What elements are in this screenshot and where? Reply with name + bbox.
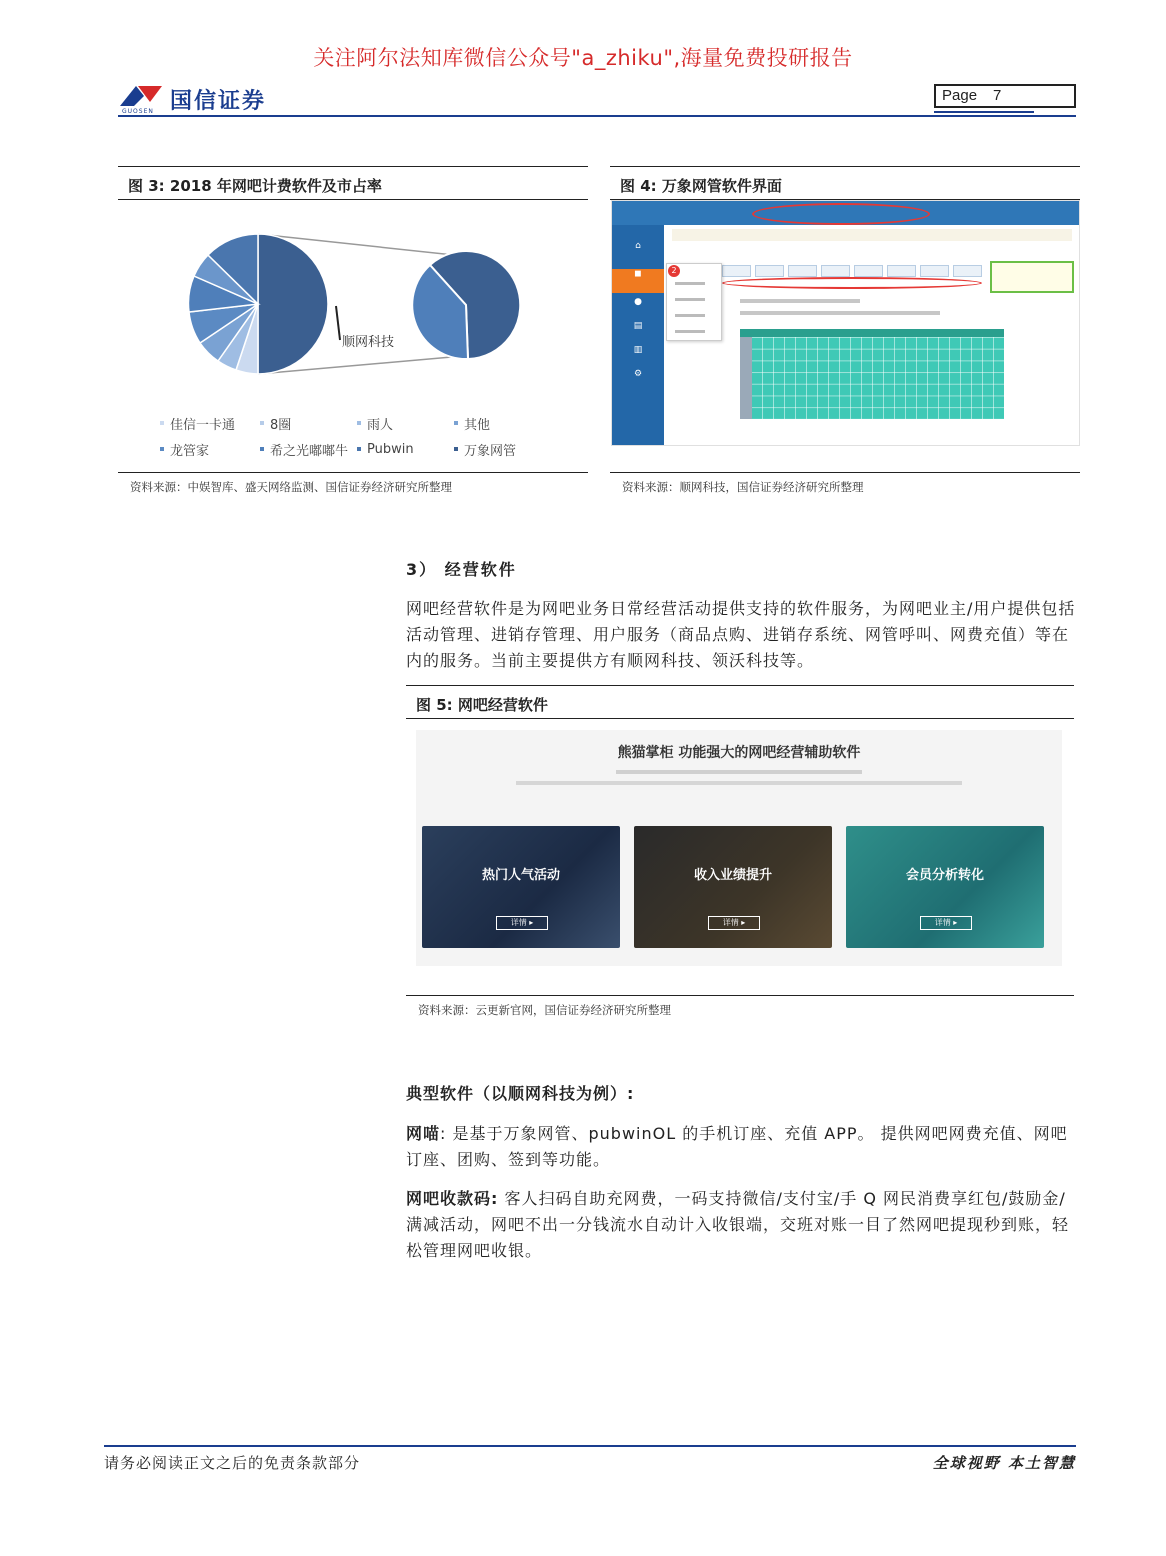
item-text: 客人扫码自助充网费，一码支持微信/支付宝/手 Q 网民消费享红包/鼓励金/满减活动，网吧不出一分钱流水自动计入收银端，交班对账一目了然网吧提现秒到账，轻松管理网吧收银。 bbox=[406, 1189, 1070, 1260]
legend-swatch bbox=[454, 421, 458, 425]
figure-3-source: 资料来源：中娱智库、盛天网络监测、国信证券经济研究所整理 bbox=[118, 472, 588, 494]
figure-3-legend bbox=[160, 410, 580, 462]
panda-software-screenshot bbox=[416, 730, 1062, 966]
footer-disclaimer: 请务必阅读正文之后的免责条款部分 bbox=[104, 1454, 361, 1472]
form-line bbox=[740, 299, 860, 303]
figure-4-title: 图 4: 万象网管软件界面 bbox=[610, 166, 1080, 200]
secondary-pie bbox=[412, 251, 520, 359]
legend-label: 佳信一卡通 bbox=[170, 417, 236, 433]
legend-label: 万象网管 bbox=[464, 443, 517, 459]
legend-swatch bbox=[454, 447, 458, 451]
section-heading: 3） 经营软件 bbox=[406, 560, 517, 579]
legend-label: 其他 bbox=[464, 417, 491, 433]
screenshot-tab bbox=[953, 265, 982, 277]
legend-entry bbox=[160, 414, 260, 433]
screenshot-tab bbox=[920, 265, 949, 277]
sidebar-gear-icon: ⚙ bbox=[633, 369, 643, 379]
screenshot-grid-row-header bbox=[740, 337, 752, 419]
legend-label: 希之光嘟嘟牛 bbox=[270, 443, 349, 459]
page-number: 7 bbox=[993, 87, 1002, 104]
sidebar-home-icon: ⌂ bbox=[635, 241, 641, 251]
screenshot-tab bbox=[854, 265, 883, 277]
figure-3-title: 图 3: 2018 年网吧计费软件及市占率 bbox=[118, 166, 588, 200]
legend-label: 龙管家 bbox=[170, 443, 210, 459]
screenshot-tab bbox=[788, 265, 817, 277]
sidebar-item-icon: ▥ bbox=[633, 345, 643, 355]
menu-line bbox=[675, 314, 705, 317]
header-rule bbox=[118, 115, 1076, 117]
screenshot-form bbox=[740, 299, 1004, 321]
menu-line bbox=[675, 298, 705, 301]
typical-software-heading: 典型软件（以顺网科技为例）: bbox=[406, 1084, 635, 1103]
pie-label-leader bbox=[336, 306, 340, 340]
feature-card-details-button[interactable]: 详情 ▸ bbox=[708, 916, 760, 930]
menu-line bbox=[675, 330, 705, 333]
logo-mark-icon bbox=[120, 84, 164, 108]
page-label: Page bbox=[942, 87, 978, 104]
banner-subtext-line bbox=[616, 770, 862, 774]
legend-swatch bbox=[357, 447, 361, 451]
legend-swatch bbox=[160, 421, 164, 425]
legend-label: Pubwin bbox=[367, 441, 414, 457]
legend-entry bbox=[260, 414, 357, 433]
feature-card bbox=[634, 826, 832, 948]
figure-5-source: 资料来源：云更新官网，国信证券经济研究所整理 bbox=[406, 995, 1074, 1017]
legend-entry bbox=[454, 414, 551, 433]
sidebar-active-item: ◼ bbox=[612, 269, 664, 293]
company-logo bbox=[120, 80, 320, 116]
banner-subtext-line bbox=[516, 781, 962, 785]
legend-label: 8圈 bbox=[270, 417, 292, 433]
screenshot-grid-header bbox=[740, 329, 1004, 337]
pie-slice-shunwang bbox=[258, 234, 328, 374]
item-term: 网吧收款码: bbox=[406, 1189, 499, 1208]
sidebar-item-icon: ▤ bbox=[633, 321, 643, 331]
legend-entry bbox=[357, 414, 454, 433]
typical-item-payment-code bbox=[406, 1186, 1076, 1264]
screenshot-sidebar bbox=[612, 225, 664, 446]
legend-swatch bbox=[160, 447, 164, 451]
item-text: : 是基于万象网管、pubwinOL 的手机订座、充值 APP。 提供网吧网费充值、网吧订座、团购、签到等功能。 bbox=[406, 1124, 1068, 1169]
feature-card-label: 热门人气活动 bbox=[481, 868, 560, 883]
legend-entry bbox=[160, 440, 260, 459]
page-indicator bbox=[934, 84, 1076, 108]
header-accent-rule bbox=[934, 111, 1034, 113]
menu-line bbox=[675, 282, 705, 285]
wanxiang-software-screenshot bbox=[611, 200, 1080, 446]
pie-highlight-label: 顺网科技 bbox=[342, 335, 395, 350]
screenshot-tab bbox=[887, 265, 916, 277]
screenshot-callout-note bbox=[990, 261, 1074, 293]
screenshot-tab bbox=[821, 265, 850, 277]
main-pie bbox=[188, 234, 328, 374]
legend-swatch bbox=[357, 421, 361, 425]
form-line bbox=[740, 311, 940, 315]
figure-5-title: 图 5: 网吧经营软件 bbox=[406, 685, 1074, 719]
section-paragraph: 网吧经营软件是为网吧业务日常经营活动提供支持的软件服务，为网吧业主/用户提供包括活动管理、进销存管理、用户服务（商品点购、进销存系统、网管呼叫、网费充值）等在内的服务。当前主要提供方有顺网科技、领沃科技等。 bbox=[406, 599, 1076, 670]
legend-entry bbox=[454, 440, 551, 459]
logo-text: 国信证券 bbox=[170, 89, 267, 114]
footer-slogan: 全球视野 本土智慧 bbox=[932, 1454, 1076, 1472]
logo-subtext: GUOSEN bbox=[122, 108, 154, 115]
figure-4-source: 资料来源：顺网科技，国信证券经济研究所整理 bbox=[610, 472, 1080, 494]
legend-swatch bbox=[260, 447, 264, 451]
feature-card bbox=[846, 826, 1044, 948]
item-term: 网喵 bbox=[406, 1124, 441, 1143]
legend-label: 雨人 bbox=[367, 417, 394, 433]
highlight-ellipse-middle bbox=[722, 277, 982, 289]
feature-card-label: 会员分析转化 bbox=[905, 868, 984, 883]
legend-entry bbox=[260, 440, 357, 459]
legend-entry bbox=[357, 442, 454, 457]
screenshot-breadcrumb bbox=[672, 229, 1072, 241]
watermark-banner: 关注阿尔法知库微信公众号"a_zhiku",海量免费投研报告 bbox=[313, 46, 853, 70]
screenshot-tab bbox=[722, 265, 751, 277]
legend-swatch bbox=[260, 421, 264, 425]
feature-card-details-button[interactable]: 详情 ▸ bbox=[920, 916, 972, 930]
highlight-ellipse-top bbox=[752, 203, 930, 225]
screenshot-grid bbox=[740, 337, 1004, 419]
menu-step-badge: 2 bbox=[668, 265, 680, 277]
feature-card-details-button[interactable]: 详情 ▸ bbox=[496, 916, 548, 930]
screenshot-grid-lines bbox=[740, 337, 1004, 419]
feature-card bbox=[422, 826, 620, 948]
banner-title: 熊猫掌柜 功能强大的网吧经营辅助软件 bbox=[617, 745, 861, 761]
legend-row bbox=[160, 410, 580, 436]
screenshot-tabs bbox=[722, 265, 982, 277]
legend-row bbox=[160, 436, 580, 462]
footer-rule bbox=[104, 1445, 1076, 1447]
sidebar-item-icon: ● bbox=[634, 297, 642, 307]
typical-item-wangmiao bbox=[406, 1121, 1076, 1173]
screenshot-tab bbox=[755, 265, 784, 277]
feature-card-label: 收入业绩提升 bbox=[693, 868, 772, 883]
